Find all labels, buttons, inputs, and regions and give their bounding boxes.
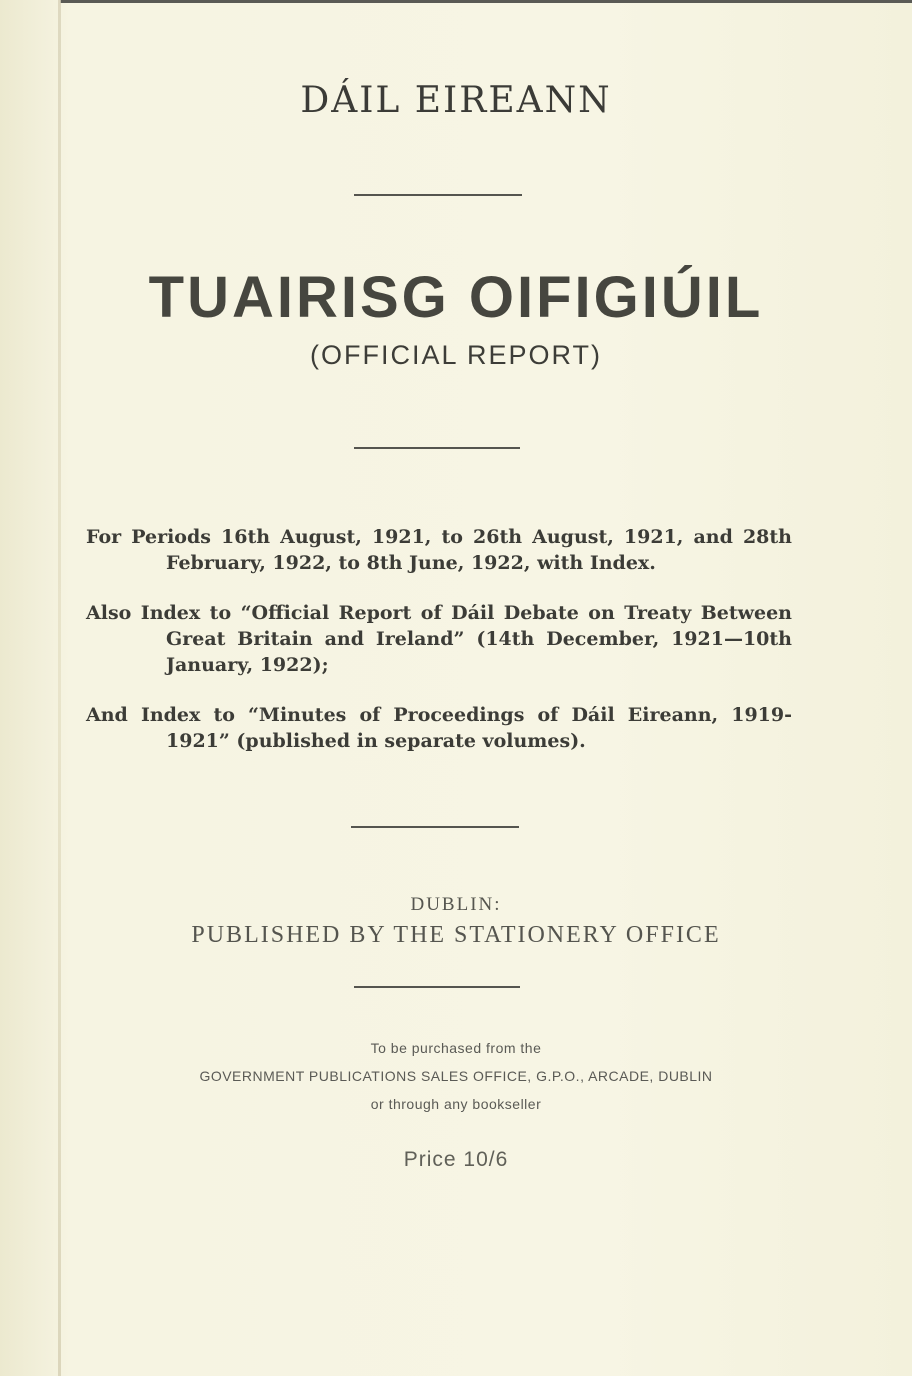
imprint-place: DUBLIN: (410, 894, 502, 915)
periods-paragraph: For Periods 16th August, 1921, to 26th August, 1921, and 28th February, 1922, to 8th June, 1922, with Index. (86, 526, 792, 574)
purchase-line-3: or through any bookseller (370, 1096, 542, 1112)
treaty-index-paragraph: Also Index to “Official Report of Dáil Debate on Treaty Between Great Britain and Ireland” (14th December, 1921—10th January, 1922); (86, 602, 792, 676)
imprint-publisher: PUBLISHED BY THE STATIONERY OFFICE (191, 922, 721, 948)
minutes-index-paragraph: And Index to “Minutes of Proceedings of Dáil Eireann, 1919-1921” (published in separate volumes). (86, 704, 792, 752)
divider-rule (351, 826, 519, 828)
divider-rule (354, 447, 520, 449)
report-subtitle: (OFFICIAL REPORT) (309, 340, 603, 370)
purchase-line-1: To be purchased from the (370, 1040, 542, 1056)
divider-rule (354, 194, 522, 196)
house-title: DÁIL EIREANN (300, 80, 612, 121)
purchase-line-2: GOVERNMENT PUBLICATIONS SALES OFFICE, G.P.O., ARCADE, DUBLIN (199, 1068, 713, 1084)
price-label: Price 10/6 (403, 1148, 509, 1171)
divider-rule (354, 986, 520, 988)
report-title: TUAIRISG OIFIGIÚIL (148, 265, 764, 330)
page-top-edge (60, 0, 912, 3)
